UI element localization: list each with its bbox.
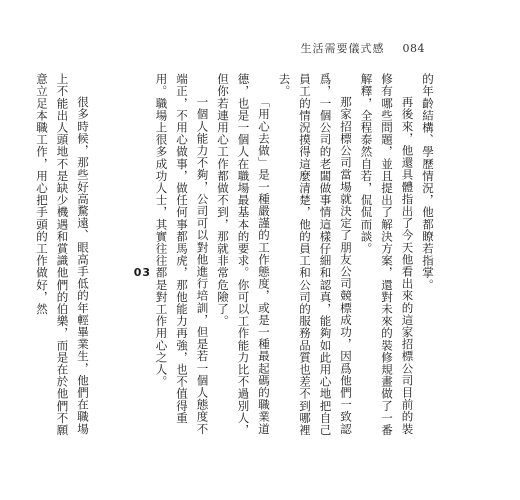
paragraph: 很多時候，那些好高騖遠、眼高手低的年輕畢業生，他們在職場上不能出人頭地不是缺少機遇和賞識他們的伯樂，而是在於他們不願意立足本職工作，用心把手頭的工作做好，然 [35,73,90,436]
paragraph: 再後來，他還具體指出了今天他看出來的這家招標公司目前的裝修有哪些問題，並且提出了解決方案，還對未來的裝修規畫做了一番解釋，全程泰然自若，侃侃而談。 [359,73,415,436]
page-number: 084 [402,41,425,55]
running-header [301,40,426,56]
section-heading [93,73,151,443]
body-text [32,73,439,443]
paragraph: 的年齡結構、學歷情況，他都瞭若指掌。 [421,73,435,291]
paragraph: 那家招標公司當場就決定了朋友公司競標成功，因爲他們一致認爲，一個公司的老闆做事情這樣仔細和認真，能夠如此用心地把自己員工的情況摸得這麼清楚，他的員工和公司的服務品質也差不到哪裡去。 [277,73,353,436]
section-number: 03 [133,265,151,279]
paragraph: 「用心去做」是一種嚴謹的工作態度，或是一種最起碼的職業道德，也是一個人在職場最基本的要求。你可以工作能力比不過別人，但你若連用心工作都做不到，那就非常危險了。 [216,73,271,436]
paragraph: 一個人能力不夠，公司可以對他進行培訓，但是若一個人態度不端正，不用心做事，做任何事都馬虎，那他能力再強，也不值得重用。職場上很多成功人士，其實往往都是對工作用心之人。 [154,73,210,435]
book-title: 生活需要儀式感 [300,42,385,55]
